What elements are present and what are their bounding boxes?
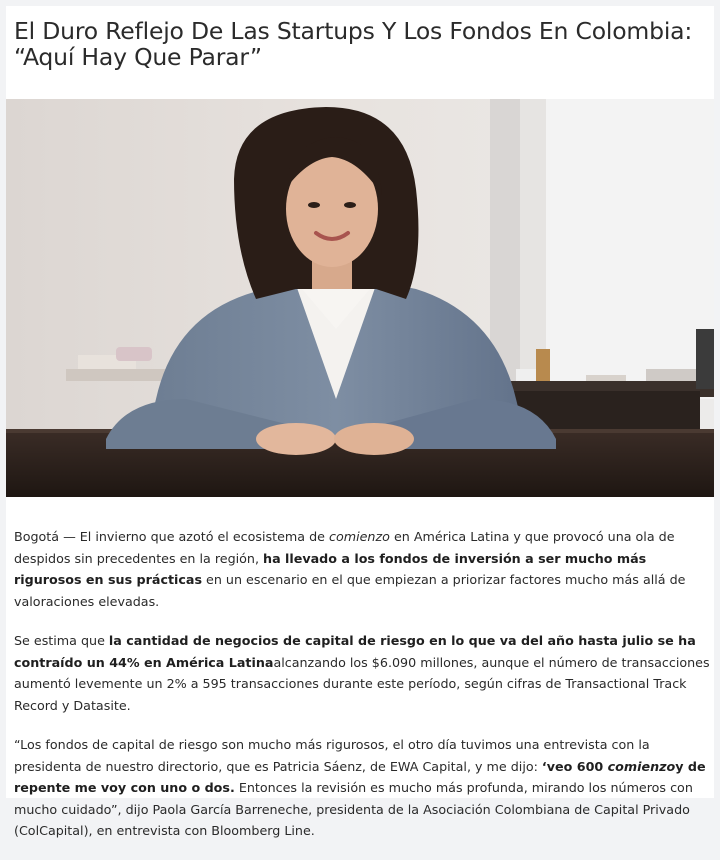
article-paragraph-3	[14, 734, 710, 842]
text-run-bold-part: y de repente me voy con uno o dos.	[14, 758, 706, 795]
text-run: en América Latina y que provocó una ola de despidos sin precedentes en la región,	[14, 529, 675, 566]
text-run: Entonces la revisión es mucho más profunda, mirando los números con mucho cuidado”, dijo Paola García Barreneche, presidenta de la Asociación Colombiana de Capital Privado (ColCapital), en entrevista con Bloomberg Line.	[14, 780, 693, 838]
text-run: alcanzando los $6.090 millones, aunque el número de transacciones aumentó levemente un 2% a 595 transacciones durante este período, según cifras de Transactional Track Record y Datasite.	[14, 654, 710, 713]
article-hero-photo	[6, 99, 714, 497]
text-run-italic: comienzo	[329, 529, 390, 544]
text-run-bold-italic: comienzo	[607, 758, 676, 774]
article-body	[14, 526, 710, 860]
article-paragraph-2	[14, 630, 710, 716]
article-title: El Duro Reflejo De Las Startups Y Los Fondos En Colombia: “Aquí Hay Que Parar”	[14, 17, 693, 71]
text-run: Bogotá — El invierno que azotó el ecosistema de	[14, 529, 329, 544]
text-run: “Los fondos de capital de riesgo son mucho más rigurosos, el otro día tuvimos una entrevista con la presidenta de nuestro directorio, que es Patricia Sáenz, de EWA Capital, y me dijo:	[14, 737, 650, 774]
text-run-bold: ha llevado a los fondos de inversión a ser mucho más rigurosos en sus prácticas	[14, 550, 647, 587]
article-page	[6, 6, 714, 838]
text-run: en un escenario en el que empiezan a priorizar factores mucho más allá de valoraciones elevadas.	[14, 572, 686, 609]
article-paragraph-1	[14, 526, 710, 612]
text-run-bold-part: ‘veo 600	[541, 758, 608, 774]
text-run-bold: la cantidad de negocios de capital de riesgo en lo que va del año hasta julio se ha contraído un 44% en América Latina	[14, 633, 696, 670]
text-run: Se estima que	[14, 633, 109, 648]
